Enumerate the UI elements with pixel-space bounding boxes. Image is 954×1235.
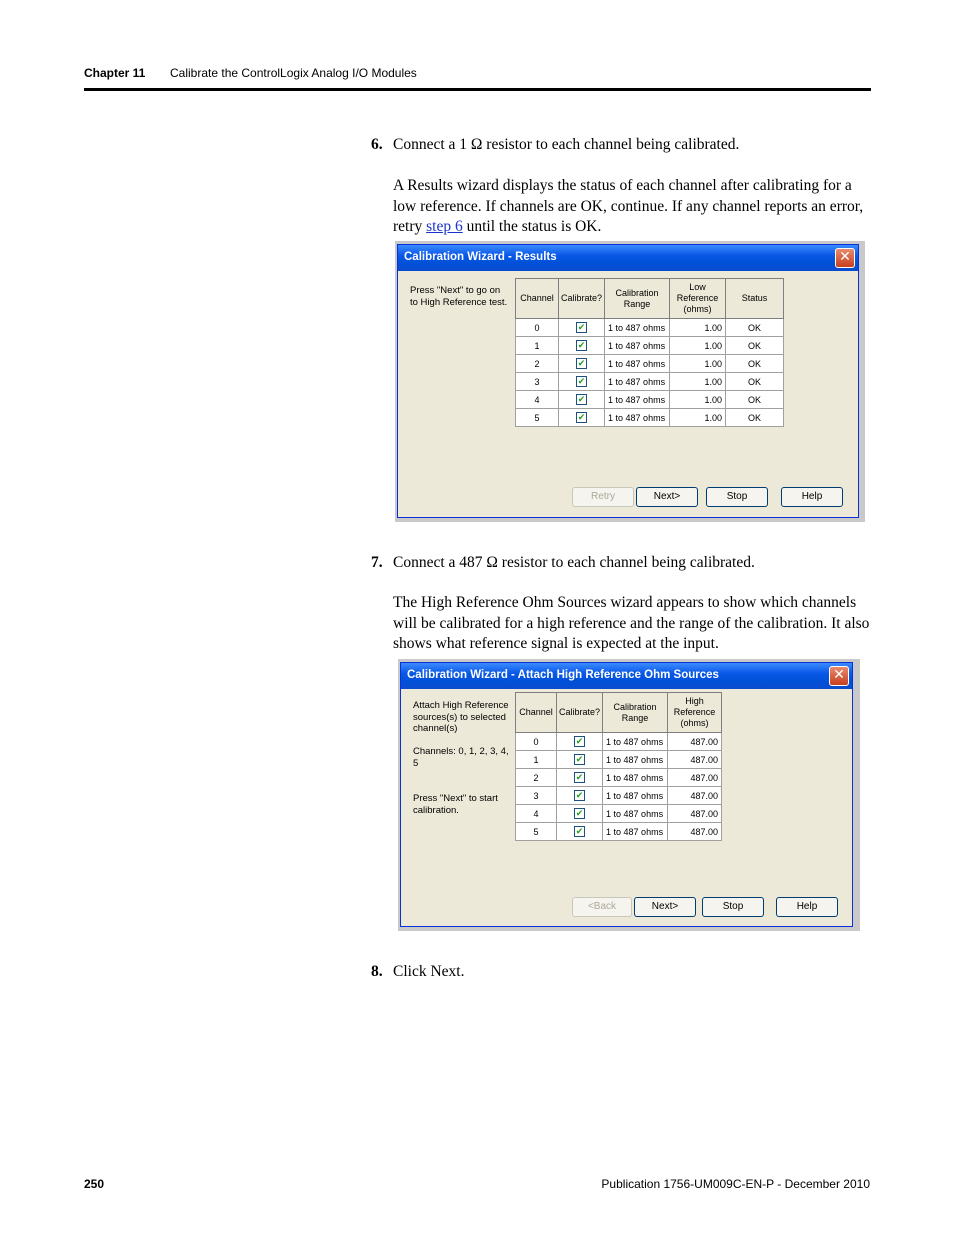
results-screenshot bbox=[395, 241, 865, 522]
instruction-text-3: Press "Next" to start calibration. bbox=[413, 793, 498, 816]
calibrate-cell bbox=[559, 391, 605, 409]
para-text-after: until the status is OK. bbox=[462, 218, 602, 235]
instruction-text-1: Attach High Reference sources(s) to selected channel(s) bbox=[413, 700, 509, 734]
ref-cell: 1.00 bbox=[670, 409, 726, 427]
channel-cell: 5 bbox=[516, 823, 557, 841]
retry-button[interactable]: Retry bbox=[572, 487, 634, 507]
calibrate-cell bbox=[559, 373, 605, 391]
checkbox-checked-icon[interactable]: ✔ bbox=[575, 827, 584, 838]
help-button[interactable]: Help bbox=[781, 487, 843, 507]
col-channel: Channel bbox=[516, 279, 559, 319]
table-row bbox=[516, 391, 784, 409]
calibrate-cell bbox=[559, 355, 605, 373]
dialog-title: Calibration Wizard - Attach High Reference Ohm Sources bbox=[407, 669, 719, 681]
publication-info: Publication 1756-UM009C-EN-P - December 2010 bbox=[601, 1177, 870, 1191]
checkbox-checked-icon[interactable]: ✔ bbox=[575, 755, 584, 766]
col-calibrate: Calibrate? bbox=[559, 279, 605, 319]
channel-cell: 0 bbox=[516, 733, 557, 751]
table-row bbox=[516, 805, 722, 823]
ref-cell: 487.00 bbox=[668, 751, 722, 769]
checkbox-checked-icon[interactable]: ✔ bbox=[577, 377, 586, 388]
help-button[interactable]: Help bbox=[776, 897, 838, 917]
ref-cell: 1.00 bbox=[670, 319, 726, 337]
step-text: Click Next. bbox=[393, 963, 465, 980]
high-ref-dialog bbox=[400, 662, 853, 927]
calibrate-cell bbox=[557, 823, 603, 841]
range-cell: 1 to 487 ohms bbox=[603, 823, 668, 841]
header-rule bbox=[84, 88, 871, 91]
range-cell: 1 to 487 ohms bbox=[603, 751, 668, 769]
checkbox-checked-icon[interactable]: ✔ bbox=[575, 809, 584, 820]
range-cell: 1 to 487 ohms bbox=[605, 337, 670, 355]
checkbox-checked-icon[interactable]: ✔ bbox=[577, 359, 586, 370]
table-row bbox=[516, 823, 722, 841]
para-text-before: A Results wizard displays the status of each channel after calibrating for a low reference. If channels are OK, continue. If any channel reports an error, retry bbox=[393, 177, 864, 235]
step-number: 7. bbox=[371, 554, 383, 571]
calibrate-cell bbox=[557, 751, 603, 769]
page-number: 250 bbox=[84, 1177, 105, 1191]
calibrate-cell bbox=[557, 805, 603, 823]
step-text: Connect a 1 Ω resistor to each channel being calibrated. bbox=[393, 136, 740, 153]
status-cell: OK bbox=[726, 391, 784, 409]
range-cell: 1 to 487 ohms bbox=[603, 787, 668, 805]
dialog-titlebar bbox=[398, 245, 858, 271]
results-paragraph bbox=[393, 176, 873, 238]
results-table bbox=[515, 278, 784, 427]
range-cell: 1 to 487 ohms bbox=[605, 409, 670, 427]
col-channel: Channel bbox=[516, 693, 557, 733]
dialog-titlebar bbox=[401, 663, 852, 689]
checkbox-checked-icon[interactable]: ✔ bbox=[577, 341, 586, 352]
col-status: Status bbox=[726, 279, 784, 319]
status-cell: OK bbox=[726, 409, 784, 427]
calibrate-cell bbox=[559, 319, 605, 337]
channel-cell: 1 bbox=[516, 751, 557, 769]
ref-cell: 487.00 bbox=[668, 823, 722, 841]
checkbox-checked-icon[interactable]: ✔ bbox=[575, 791, 584, 802]
channel-cell: 4 bbox=[516, 391, 559, 409]
instruction-text-2: Channels: 0, 1, 2, 3, 4, 5 bbox=[413, 746, 509, 769]
status-cell: OK bbox=[726, 319, 784, 337]
dialog-body bbox=[402, 271, 854, 513]
dialog-body bbox=[405, 689, 848, 922]
range-cell: 1 to 487 ohms bbox=[605, 355, 670, 373]
col-calibrate: Calibrate? bbox=[557, 693, 603, 733]
status-cell: OK bbox=[726, 337, 784, 355]
range-cell: 1 to 487 ohms bbox=[605, 373, 670, 391]
status-cell: OK bbox=[726, 355, 784, 373]
results-dialog bbox=[397, 244, 859, 518]
next-button[interactable]: Next> bbox=[636, 487, 698, 507]
calibrate-cell bbox=[559, 337, 605, 355]
ref-cell: 487.00 bbox=[668, 769, 722, 787]
status-cell: OK bbox=[726, 373, 784, 391]
channel-cell: 3 bbox=[516, 787, 557, 805]
step-number: 8. bbox=[371, 963, 383, 980]
high-ref-screenshot bbox=[398, 659, 860, 931]
calibrate-cell bbox=[557, 733, 603, 751]
high-ref-paragraph: The High Reference Ohm Sources wizard appears to show which channels will be calibrated for a high reference and the range of the calibration. It also shows what reference signal is expected at the input. bbox=[393, 594, 870, 652]
checkbox-checked-icon[interactable]: ✔ bbox=[575, 773, 584, 784]
ref-cell: 487.00 bbox=[668, 787, 722, 805]
channel-cell: 3 bbox=[516, 373, 559, 391]
table-row bbox=[516, 373, 784, 391]
table-row bbox=[516, 319, 784, 337]
stop-button[interactable]: Stop bbox=[706, 487, 768, 507]
ref-cell: 487.00 bbox=[668, 733, 722, 751]
calibrate-cell bbox=[559, 409, 605, 427]
table-row bbox=[516, 751, 722, 769]
instruction-text: Press "Next" to go on to High Reference test. bbox=[410, 285, 508, 308]
high-ref-table bbox=[515, 692, 722, 841]
channel-cell: 4 bbox=[516, 805, 557, 823]
channel-cell: 0 bbox=[516, 319, 559, 337]
step-number: 6. bbox=[371, 136, 383, 153]
stop-button[interactable]: Stop bbox=[702, 897, 764, 917]
table-row bbox=[516, 409, 784, 427]
table-row bbox=[516, 769, 722, 787]
col-range: Calibration Range bbox=[603, 693, 668, 733]
table-row bbox=[516, 733, 722, 751]
range-cell: 1 to 487 ohms bbox=[603, 805, 668, 823]
table-row bbox=[516, 337, 784, 355]
checkbox-checked-icon[interactable]: ✔ bbox=[577, 323, 586, 334]
ref-cell: 487.00 bbox=[668, 805, 722, 823]
step-6-link[interactable]: step 6 bbox=[426, 218, 463, 235]
col-high-ref: High Reference (ohms) bbox=[668, 693, 722, 733]
table-row bbox=[516, 355, 784, 373]
calibrate-cell bbox=[557, 787, 603, 805]
ref-cell: 1.00 bbox=[670, 373, 726, 391]
range-cell: 1 to 487 ohms bbox=[605, 319, 670, 337]
ref-cell: 1.00 bbox=[670, 355, 726, 373]
close-x-icon[interactable]: ✕ bbox=[829, 666, 849, 686]
dialog-title: Calibration Wizard - Results bbox=[404, 251, 557, 263]
checkbox-checked-icon[interactable]: ✔ bbox=[577, 413, 586, 424]
next-button[interactable]: Next> bbox=[634, 897, 696, 917]
checkbox-checked-icon[interactable]: ✔ bbox=[575, 737, 584, 748]
chapter-label: Chapter 11 bbox=[84, 66, 146, 80]
channel-cell: 5 bbox=[516, 409, 559, 427]
ref-cell: 1.00 bbox=[670, 337, 726, 355]
range-cell: 1 to 487 ohms bbox=[603, 769, 668, 787]
col-low-ref: Low Reference (ohms) bbox=[670, 279, 726, 319]
table-row bbox=[516, 787, 722, 805]
range-cell: 1 to 487 ohms bbox=[603, 733, 668, 751]
back-button[interactable]: <Back bbox=[572, 897, 632, 917]
channel-cell: 2 bbox=[516, 355, 559, 373]
ref-cell: 1.00 bbox=[670, 391, 726, 409]
channel-cell: 2 bbox=[516, 769, 557, 787]
range-cell: 1 to 487 ohms bbox=[605, 391, 670, 409]
chapter-title: Calibrate the ControlLogix Analog I/O Modules bbox=[170, 66, 417, 80]
channel-cell: 1 bbox=[516, 337, 559, 355]
calibrate-cell bbox=[557, 769, 603, 787]
close-x-icon[interactable]: ✕ bbox=[835, 248, 855, 268]
col-range: Calibration Range bbox=[605, 279, 670, 319]
step-text: Connect a 487 Ω resistor to each channel being calibrated. bbox=[393, 554, 755, 571]
checkbox-checked-icon[interactable]: ✔ bbox=[577, 395, 586, 406]
